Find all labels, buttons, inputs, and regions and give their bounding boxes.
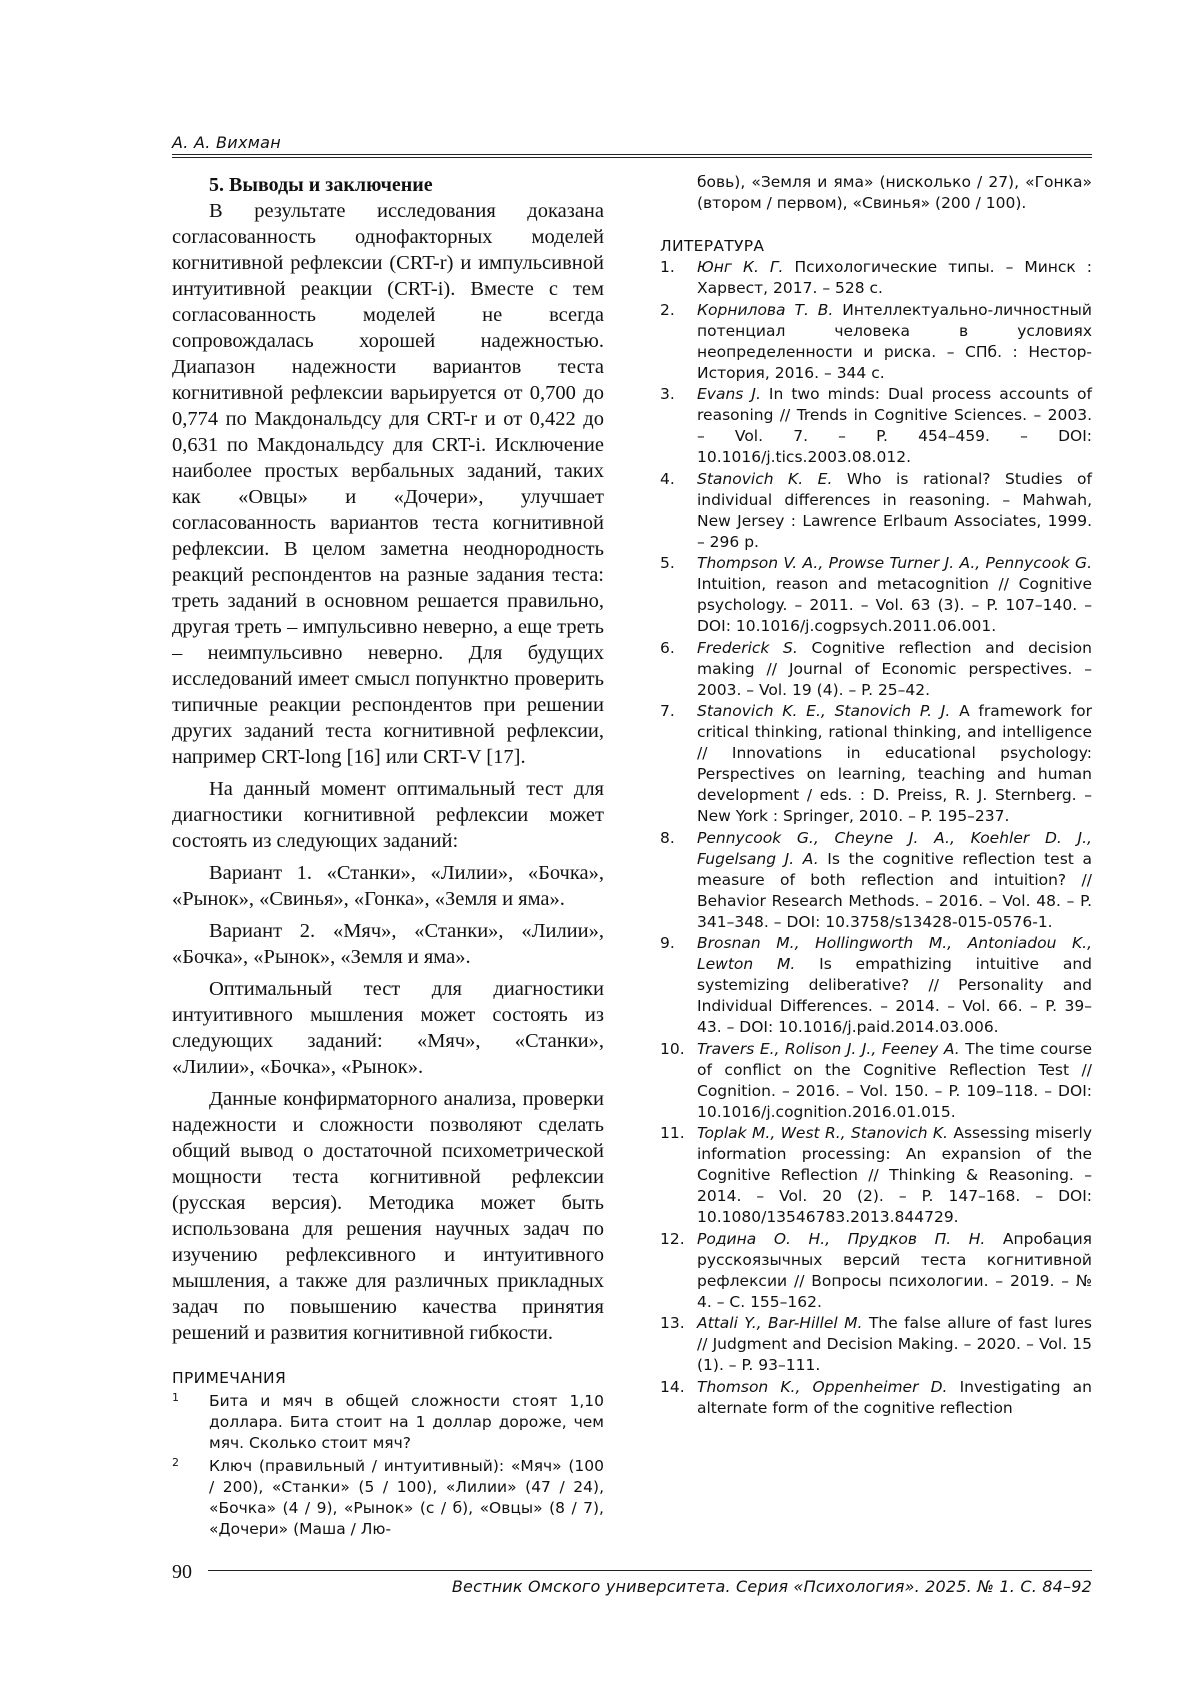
reference-text: Психологические типы. – Минск : Харвест, 2017. – 528 с. xyxy=(697,258,1093,297)
header-rule-double xyxy=(172,157,1092,158)
note-text: Ключ (правильный / интуитивный): «Мяч» (100 / 200), «Станки» (5 / 100), «Лилии» (47 / 24), «Бочка» (4 / 9), «Рынок» (с / б), «Овцы» (8 / 7), «Дочери» (Маша / Лю- xyxy=(209,1457,604,1538)
note-item xyxy=(172,1391,604,1454)
reference-item xyxy=(660,257,1092,299)
reference-item xyxy=(660,1377,1092,1419)
reference-authors: Юнг К. Г. xyxy=(697,258,784,276)
body-paragraph: В результате исследования доказана согласованность однофакторных моделей когнитивной рефлексии (CRT-r) и импульсивной интуитивной реакции (CRT-i). Вместе с тем согласованность моделей не всегда сопровождалась хорошей надежностью. Диапазон надежности вариантов теста когнитивной рефлексии варьируется от 0,700 до 0,774 по Макдональдсу для CRT-r и от 0,422 до 0,631 по Макдональдсу для CRT-i. Исключение наиболее простых вербальных заданий, таких как «Овцы» и «Дочери», улучшает согласованность вариантов теста когнитивной рефлексии. В целом заметна неоднородность реакций респондентов на разные задания теста: треть заданий в основном решается правильно, другая треть – импульсивно неверно, а еще треть – неимпульсивно неверно. Для будущих исследований имеет смысл попунктно проверить типичные реакции респондентов при решении других заданий теста когнитивной рефлексии, например CRT-long [16] или CRT-V [17]. xyxy=(172,200,604,768)
reference-authors: Brosnan M., Hollingworth M., Antoniadou K., Lewton M. xyxy=(697,934,1092,973)
reference-authors: Pennycook G., Cheyne J. A., Koehler D. J., Fugelsang J. A. xyxy=(697,828,1092,868)
body-paragraph: Данные конфирматорного анализа, проверки надежности и сложности позволяют сделать общий вывод о достаточной психометрической мощности теста когнитивной рефлексии (русская версия). Методика может быть использована для решения научных задач по изучению рефлексивного и интуитивного мышления, а также для различных прикладных задач по повышению качества принятия решений и развития когнитивной гибкости. xyxy=(172,1088,604,1344)
reference-authors: Stanovich K. E. xyxy=(697,469,833,488)
reference-item xyxy=(660,384,1092,468)
reference-authors: Thompson V. A., Prowse Turner J. A., Pennycook G. xyxy=(697,554,1092,572)
reference-authors: Frederick S. xyxy=(697,638,798,657)
reference-text: Is the cognitive reflection test a measure of both reflection and intuition? // Behavior Research Methods. – 2016. – Vol. 48. – P. 341–348. – DOI: 10.3758/s13428-015-0576-1. xyxy=(697,849,1093,931)
reference-item xyxy=(660,933,1092,1038)
reference-number: 9. xyxy=(660,934,675,952)
reference-text: The time course of conflict on the Cognitive Reflection Test // Cognition. – 2016. – Vol. 150. – P. 109–118. – DOI: 10.1016/j.cognition.2016.01.015. xyxy=(697,1039,1092,1121)
reference-number: 14. xyxy=(660,1377,685,1396)
page-number: 90 xyxy=(172,1561,192,1583)
note-continuation: бовь), «Земля и яма» (нисколько / 27), «Гонка» (втором / первом), «Свинья» (200 / 100). xyxy=(697,173,1092,212)
reference-item xyxy=(660,1229,1092,1313)
reference-authors: Stanovich K. E., Stanovich P. J. xyxy=(697,702,951,720)
section-title: 5. Выводы и заключение xyxy=(209,174,433,196)
reference-text: Cognitive reflection and decision making // Journal of Economic perspectives. – 2003. – Vol. 19 (4). – P. 25–42. xyxy=(697,638,1092,699)
reference-item xyxy=(660,638,1092,701)
body-paragraph: Вариант 2. «Мяч», «Станки», «Лилии», «Бочка», «Рынок», «Земля и яма». xyxy=(172,920,604,968)
reference-authors: Toplak M., West R., Stanovich K. xyxy=(697,1124,948,1142)
reference-text: Intuition, reason and metacognition // Cognitive psychology. – 2011. – Vol. 63 (3). – P. 107–140. – DOI: 10.1016/j.cogpsych.2011.06.001. xyxy=(697,575,1092,635)
references-title: ЛИТЕРАТУРА xyxy=(660,237,765,255)
reference-item xyxy=(660,300,1092,384)
reference-text: Investigating an alternate form of the cognitive reflection xyxy=(697,1377,1092,1417)
reference-number: 7. xyxy=(660,702,675,720)
reference-text: Assessing miserly information processing: An expansion of the Cognitive Reflection // Thinking & Reasoning. – 2014. – Vol. 20 (2). – P. 147–168. – DOI: 10.1080/13546783.2013.844729. xyxy=(697,1124,1093,1226)
reference-number: 3. xyxy=(660,385,675,403)
running-head-author: А. А. Вихман xyxy=(172,133,282,152)
reference-text: Апробация русскоязычных версий теста когнитивной рефлексии // Вопросы психологии. – 2019. – № 4. – С. 155–162. xyxy=(697,1229,1092,1311)
reference-number: 2. xyxy=(660,300,675,319)
reference-authors: Thomson K., Oppenheimer D. xyxy=(697,1377,948,1396)
note-number: 1 xyxy=(172,1391,179,1404)
reference-number: 4. xyxy=(660,469,675,488)
reference-number: 10. xyxy=(660,1039,685,1058)
reference-item xyxy=(660,1123,1092,1228)
body-paragraph: Вариант 1. «Станки», «Лилии», «Бочка», «Рынок», «Свинья», «Гонка», «Земля и яма». xyxy=(172,862,604,910)
reference-item xyxy=(660,828,1092,933)
reference-item xyxy=(660,1039,1092,1123)
right-column xyxy=(660,172,1092,1419)
reference-text: Is empathizing intuitive and systemizing deliberative? // Personality and Individual Differences. – 2014. – Vol. 66. – P. 39–43. – DOI: 10.1016/j.paid.2014.03.006. xyxy=(697,955,1092,1036)
left-column xyxy=(172,172,604,1540)
reference-number: 13. xyxy=(660,1314,685,1332)
notes-title: ПРИМЕЧАНИЯ xyxy=(172,1369,287,1387)
reference-number: 1. xyxy=(660,258,675,276)
reference-number: 11. xyxy=(660,1124,685,1142)
reference-text: Интеллектуально-личностный потенциал человека в условиях неопределенности и риска. – СПб. : Нестор-История, 2016. – 344 с. xyxy=(697,300,1092,382)
reference-text: In two minds: Dual process accounts of reasoning // Trends in Cognitive Sciences. – 2003. – Vol. 7. – P. 454–459. – DOI: 10.1016/j.tics.2003.08.012. xyxy=(697,385,1092,466)
reference-authors: Корнилова Т. В. xyxy=(697,300,834,319)
reference-authors: Travers E., Rolison J. J., Feeney A. xyxy=(697,1039,960,1058)
reference-number: 6. xyxy=(660,638,675,657)
reference-number: 8. xyxy=(660,828,675,847)
note-item xyxy=(172,1456,604,1540)
reference-authors: Attali Y., Bar-Hillel M. xyxy=(697,1314,863,1332)
header-rule xyxy=(172,154,1092,155)
reference-item xyxy=(660,469,1092,553)
reference-authors: Evans J. xyxy=(697,385,761,403)
reference-item xyxy=(660,1313,1092,1376)
reference-number: 5. xyxy=(660,554,675,572)
body-paragraph: На данный момент оптимальный тест для диагностики когнитивной рефлексии может состоять из следующих заданий: xyxy=(172,778,604,852)
body-paragraph: Оптимальный тест для диагностики интуитивного мышления может состоять из следующих заданий: «Мяч», «Станки», «Лилии», «Бочка», «Рынок». xyxy=(172,978,604,1078)
reference-text: A framework for critical thinking, rational thinking, and intelligence // Innovations in educational psychology: Perspectives on learning, teaching and human development / eds. : D. Preiss, R. J. Sternberg. – New York : Springer, 2010. – P. 195–237. xyxy=(697,702,1092,825)
reference-item xyxy=(660,553,1092,637)
journal-citation: Вестник Омского университета. Серия «Психология». 2025. № 1. С. 84–92 xyxy=(451,1577,1092,1596)
references-list xyxy=(660,257,1092,1419)
reference-text: The false allure of fast lures // Judgment and Decision Making. – 2020. – Vol. 15 (1). – P. 93–111. xyxy=(697,1314,1092,1374)
reference-item xyxy=(660,701,1092,827)
reference-authors: Родина О. Н., Прудков П. Н. xyxy=(697,1229,986,1248)
note-text: Бита и мяч в общей сложности стоят 1,10 доллара. Бита стоит на 1 доллар дороже, чем мяч. Сколько стоит мяч? xyxy=(209,1392,604,1452)
note-number: 2 xyxy=(172,1456,179,1469)
reference-number: 12. xyxy=(660,1229,685,1248)
reference-text: Who is rational? Studies of individual differences in reasoning. – Mahwah, New Jersey : Lawrence Erlbaum Associates, 1999. – 296 p. xyxy=(697,469,1092,551)
footer-rule xyxy=(208,1570,1092,1571)
